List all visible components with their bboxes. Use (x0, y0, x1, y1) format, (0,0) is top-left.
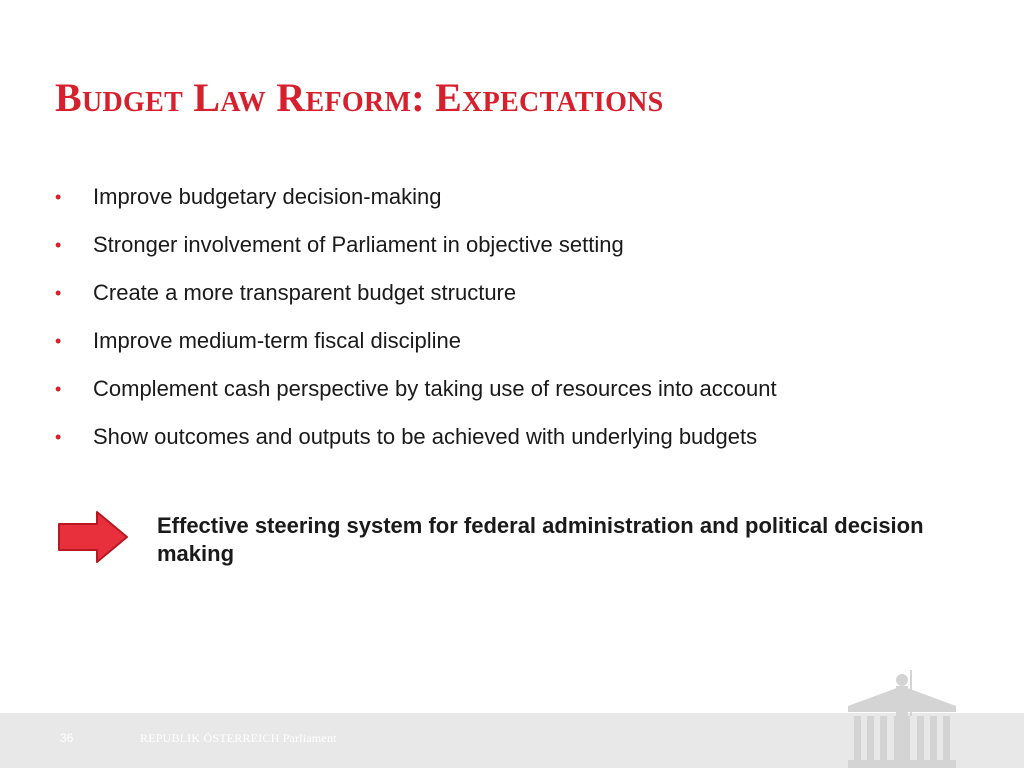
conclusion-text: Effective steering system for federal administration and political decision making (157, 513, 924, 566)
footer-brand-suffix: Parliament (282, 731, 337, 745)
bullet-text: Improve medium-term fiscal discipline (93, 328, 461, 353)
page-number: 36 (60, 731, 74, 745)
parliament-building-logo (840, 668, 964, 768)
bullet-text: Show outcomes and outputs to be achieved with underlying budgets (93, 424, 758, 449)
bullet-dot: • (55, 187, 62, 207)
right-arrow-icon (57, 510, 129, 564)
bullet-text: Complement cash perspective by taking use of resources into account (93, 376, 777, 401)
footer-brand-name: REPUBLIK ÖSTERREICH (140, 731, 280, 745)
bullet-text: Stronger involvement of Parliament in objective setting (93, 232, 624, 257)
bullet-dot: • (55, 379, 62, 399)
bullet-dot: • (55, 235, 62, 255)
footer-brand (140, 731, 337, 746)
bullet-dot: • (55, 283, 62, 303)
slide-title: Budget Law Reform: Expectations (55, 75, 664, 120)
bullet-text: Create a more transparent budget structure (93, 280, 517, 305)
bullet-dot: • (55, 331, 62, 351)
bullet-dot: • (55, 427, 62, 447)
bullet-text: Improve budgetary decision-making (93, 184, 442, 209)
